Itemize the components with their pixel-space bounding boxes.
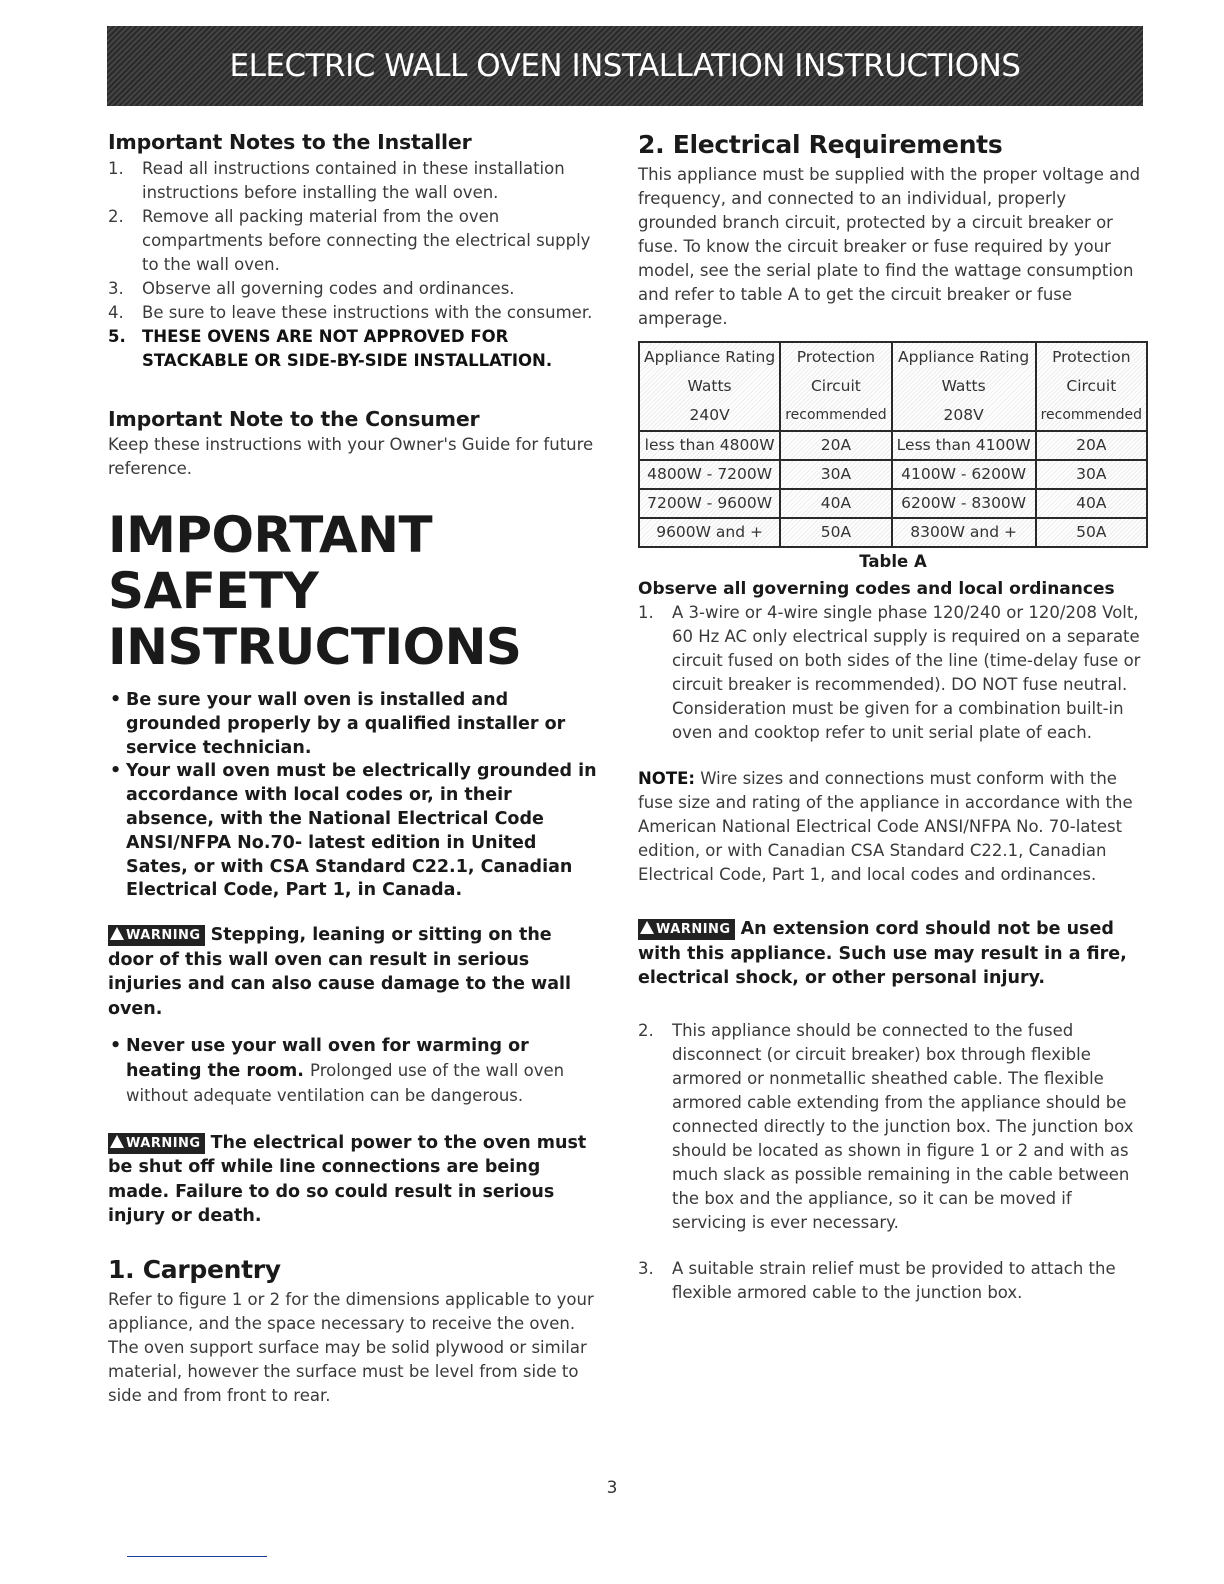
table-cell: 20A xyxy=(1036,431,1147,460)
list-item: 3. Observe all governing codes and ordinances. xyxy=(108,279,515,298)
table-header-cell: Protection Circuit recommended xyxy=(1036,342,1147,431)
wire-note: NOTE: Wire sizes and connections must conform with the fuse size and rating of the appliance in accordance with the American National Electrical Code ANSI/NFPA No. 70-latest edition, or with Canadian CSA Standard C22.1, Canadian Electrical Code, Part 1, and local codes and ordinances. xyxy=(638,769,1133,884)
table-cell: 50A xyxy=(780,518,891,547)
codes-heading: Observe all governing codes and local ordinances xyxy=(638,579,1115,599)
left-column xyxy=(108,130,600,1408)
table-cell: less than 4800W xyxy=(639,431,780,460)
table-cell: 40A xyxy=(1036,489,1147,518)
table-cell: 4800W - 7200W xyxy=(639,460,780,489)
warning-block-door: WARNING Stepping, leaning or sitting on the door of this wall oven can result in serious injuries and can also cause damage to the wall oven. xyxy=(108,925,572,1019)
warning-block-power: WARNING The electrical power to the oven must be shut off while line connections are being made. Failure to do so could result in serious injury or death. xyxy=(108,1132,587,1227)
list-item: 3. A suitable strain relief must be provided to attach the flexible armored cable to the junction box. xyxy=(638,1258,1116,1302)
consumer-note-text: Keep these instructions with your Owner's Guide for future reference. xyxy=(108,435,594,478)
table-cell: 7200W - 9600W xyxy=(639,489,780,518)
table-cell: 6200W - 8300W xyxy=(892,489,1036,518)
electrical-intro: This appliance must be supplied with the proper voltage and frequency, and connected to an individual, properly grounded branch circuit, protected by a circuit breaker or fuse. To know the circuit breaker or fuse required by your model, see the serial plate to find the wattage consumption and refer to table A to get the circuit breaker or fuse amperage. xyxy=(638,165,1141,328)
list-item: • Never use your wall oven for warming or heating the room. Prolonged use of the wall oven without adequate ventilation can be dangerous. xyxy=(110,1036,565,1105)
table-cell: 50A xyxy=(1036,518,1147,547)
installer-notes-list xyxy=(108,157,600,373)
list-item: 2. This appliance should be connected to the fused disconnect (or circuit breaker) box through flexible armored or nonmetallic sheathed cable. The flexible armored cable extending from the appliance should be connected directly to the junction box. The junction box should be located as shown in figure 1 or 2 and with as much slack as possible remaining in the cable between the box and the appliance, so it can be moved if servicing is ever necessary. xyxy=(638,1020,1134,1232)
electrical-list-3 xyxy=(638,1257,1148,1305)
installer-notes-heading: Important Notes to the Installer xyxy=(108,130,472,154)
safety-bullets xyxy=(108,689,600,903)
table-cell: 30A xyxy=(1036,460,1147,489)
safety-bullets-2 xyxy=(108,1035,600,1108)
warning-triangle-icon xyxy=(640,921,654,934)
electrical-heading: 2. Electrical Requirements xyxy=(638,130,1003,159)
table-cell: 4100W - 6200W xyxy=(892,460,1036,489)
table-row xyxy=(639,460,1147,489)
rating-table xyxy=(638,341,1148,548)
table-cell: Less than 4100W xyxy=(892,431,1036,460)
warning-triangle-icon xyxy=(110,1135,124,1148)
table-row xyxy=(639,518,1147,547)
list-item: • Your wall oven must be electrically grounded in accordance with local codes or, in their absence, with the National Electrical Code ANSI/NFPA No.70- latest edition in United Sates, or with CSA Standard C22.1, Canadian Electrical Code, Part 1, in Canada. xyxy=(110,761,597,901)
table-header-cell: Protection Circuit recommended xyxy=(780,342,891,431)
warning-badge: WARNING xyxy=(108,1133,205,1154)
safety-title: IMPORTANT SAFETY INSTRUCTIONS xyxy=(108,506,522,676)
warning-block-extension: WARNING An extension cord should not be used with this appliance. Such use may result in a fire, electrical shock, or other personal injury. xyxy=(638,919,1127,988)
right-column xyxy=(638,130,1148,1305)
consumer-note-heading: Important Note to the Consumer xyxy=(108,407,480,431)
carpentry-heading: 1. Carpentry xyxy=(108,1254,281,1284)
document-title: ELECTRIC WALL OVEN INSTALLATION INSTRUCTIONS xyxy=(229,48,1021,84)
table-cell: 9600W and + xyxy=(639,518,780,547)
list-item: 4. Be sure to leave these instructions with the consumer. xyxy=(108,303,593,322)
list-item: 1. A 3-wire or 4-wire single phase 120/240 or 120/208 Volt, 60 Hz AC only electrical supply is required on a separate circuit fused on both sides of the line (time-delay fuse or circuit breaker is recommended). DO NOT fuse neutral. Consideration must be given for a combination built-in oven and cooktop refer to unit serial plate of each. xyxy=(638,603,1141,742)
table-row xyxy=(639,489,1147,518)
table-cell: 40A xyxy=(780,489,891,518)
table-header-row xyxy=(639,342,1147,431)
table-header-cell: Appliance Rating Watts 208V xyxy=(892,342,1036,431)
warning-triangle-icon xyxy=(110,927,124,940)
list-item: • Be sure your wall oven is installed and grounded properly by a qualified installer or service technician. xyxy=(110,690,566,758)
page-number: 3 xyxy=(606,1478,618,1498)
table-row xyxy=(639,431,1147,460)
table-caption: Table A xyxy=(859,552,927,571)
list-item: 1. Read all instructions contained in these installation instructions before installing the wall oven. xyxy=(108,159,565,202)
title-banner xyxy=(107,26,1143,106)
footer-rule xyxy=(127,1556,267,1557)
note-label: NOTE: xyxy=(638,769,695,788)
warning-badge: WARNING xyxy=(638,919,735,940)
table-header-cell: Appliance Rating Watts 240V xyxy=(639,342,780,431)
list-item-warning: 5. THESE OVENS ARE NOT APPROVED FOR STACKABLE OR SIDE-BY-SIDE INSTALLATION. xyxy=(108,327,553,370)
table-cell: 20A xyxy=(780,431,891,460)
electrical-list-1 xyxy=(638,601,1148,745)
list-item: 2. Remove all packing material from the oven compartments before connecting the electrical supply to the wall oven. xyxy=(108,207,591,274)
electrical-list-2 xyxy=(638,1019,1148,1235)
table-cell: 8300W and + xyxy=(892,518,1036,547)
carpentry-text: Refer to figure 1 or 2 for the dimensions applicable to your appliance, and the space necessary to receive the oven. The oven support surface may be solid plywood or similar material, however the surface must be level from side to side and from front to rear. xyxy=(108,1289,594,1405)
warning-badge: WARNING xyxy=(108,925,205,946)
table-cell: 30A xyxy=(780,460,891,489)
